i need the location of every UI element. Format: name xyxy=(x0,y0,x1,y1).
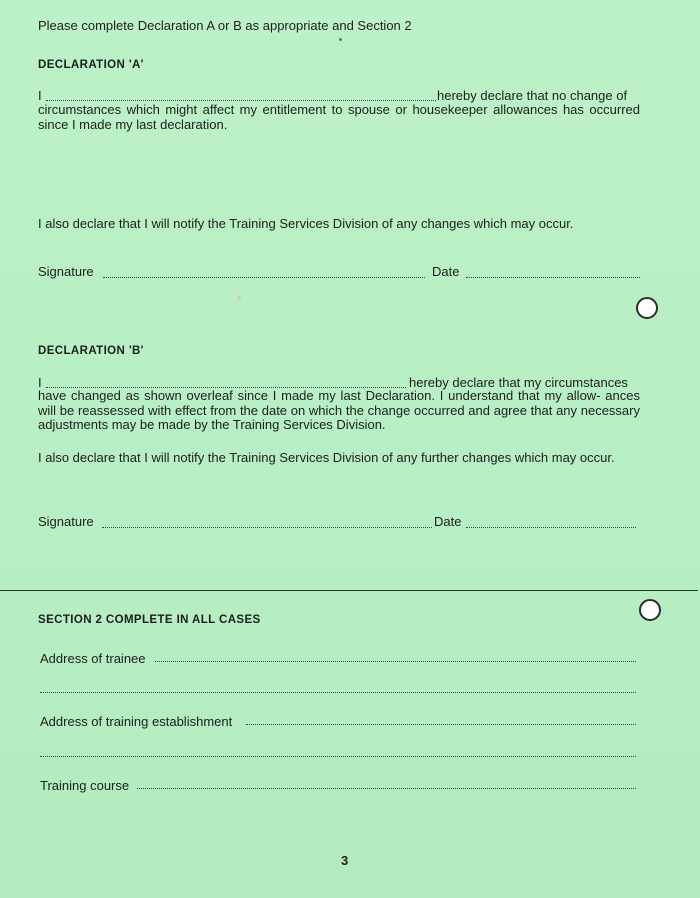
punch-hole-icon xyxy=(639,599,661,621)
declaration-a-heading: DECLARATION 'A' xyxy=(38,59,144,71)
address-of-trainee-label: Address of trainee xyxy=(40,651,146,666)
training-course-field[interactable] xyxy=(137,788,636,789)
address-of-trainee-field[interactable] xyxy=(155,661,636,662)
address-of-training-establishment-field-line-2[interactable] xyxy=(40,756,636,757)
paper-speck xyxy=(237,296,241,300)
declaration-a-line-prefix: I xyxy=(38,88,42,103)
intro-instruction: Please complete Declaration A or B as appropriate and Section 2 xyxy=(38,18,412,33)
declaration-b-signature-field[interactable] xyxy=(102,527,432,528)
declaration-a-date-field[interactable] xyxy=(466,277,640,278)
declaration-b-heading: DECLARATION 'B' xyxy=(38,345,144,357)
address-of-trainee-field-line-2[interactable] xyxy=(40,692,636,693)
declaration-b-line-prefix: I xyxy=(38,375,42,390)
declaration-b-line-suffix: hereby declare that my circumstances xyxy=(409,375,628,390)
declaration-b-date-field[interactable] xyxy=(466,527,636,528)
section-divider xyxy=(0,590,698,591)
declaration-a-date-label: Date xyxy=(432,264,460,279)
declaration-b-notify: I also declare that I will notify the Training Services Division of any further changes which may occur. xyxy=(38,450,615,465)
page-number: 3 xyxy=(341,853,349,868)
section-2-heading: SECTION 2 COMPLETE IN ALL CASES xyxy=(38,614,261,626)
declaration-b-date-label: Date xyxy=(434,514,462,529)
declaration-a-signature-field[interactable] xyxy=(103,277,425,278)
declaration-a-signature-label: Signature xyxy=(38,264,94,279)
training-course-label: Training course xyxy=(40,778,130,793)
declaration-a-notify: I also declare that I will notify the Training Services Division of any changes which may occur. xyxy=(38,216,574,231)
punch-hole-icon xyxy=(636,297,658,319)
address-of-training-establishment-field[interactable] xyxy=(246,724,636,725)
declaration-a-name-field[interactable] xyxy=(46,100,436,101)
declaration-a-line-suffix: hereby declare that no change of xyxy=(437,88,628,103)
declaration-a-body: circumstances which might affect my entitlement to spouse or housekeeper allowances has occurred since I made my last declaration. xyxy=(38,102,640,132)
paper-speck xyxy=(339,38,342,41)
declaration-b-signature-label: Signature xyxy=(38,514,94,529)
declaration-b-body: have changed as shown overleaf since I made my last Declaration. I understand that my allow- ances will be reassessed with effect from the date on which the change occurred and agree that any necessary adjustments may be made by the Training Services Division. xyxy=(38,388,640,432)
address-of-training-establishment-label: Address of training establishment xyxy=(40,714,233,729)
